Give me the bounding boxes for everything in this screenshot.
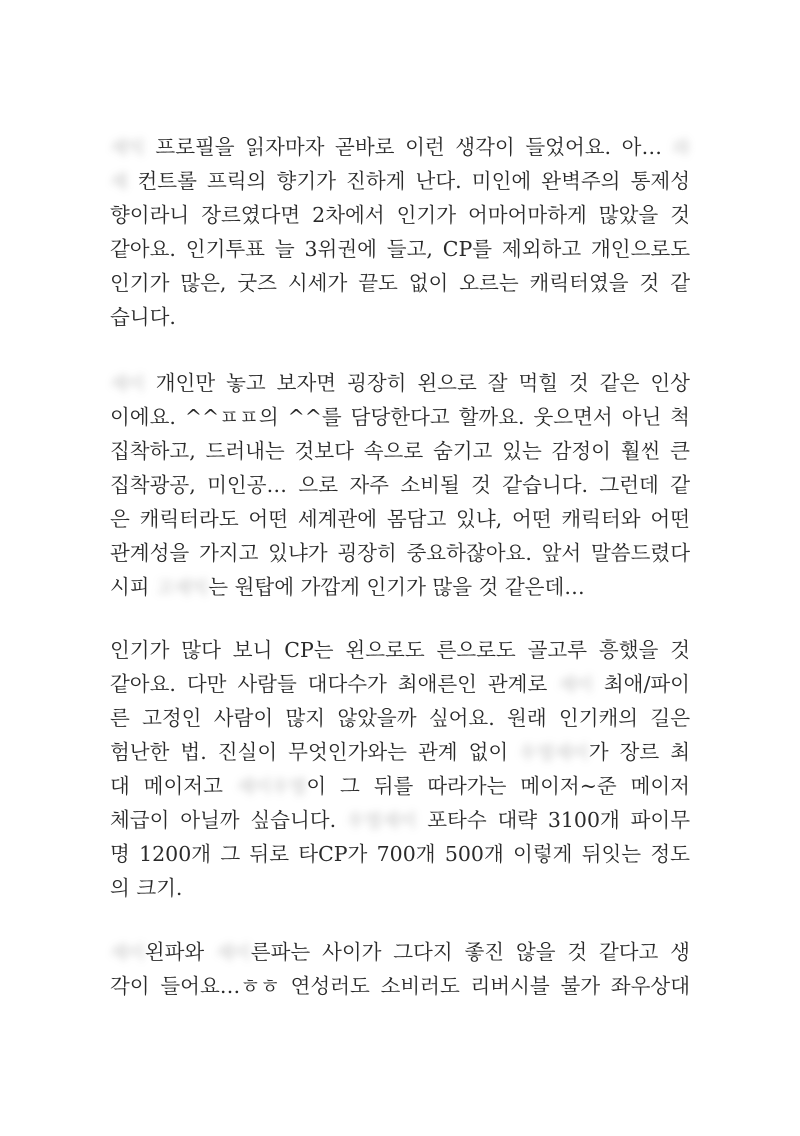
text-segment: 프로필을 읽자마자 곧바로 이런 생각이 들었어요. 아…	[144, 135, 673, 159]
text-segment: 체급이 아닐까 싶습니다.	[110, 808, 347, 832]
text-segment: 관계성을 가지고 있냐가 굉장히 중요하잖아요. 앞서 말씀드렸다	[110, 541, 690, 565]
text-segment: 험난한 법. 진실이 무엇인가와는 관계 없이	[110, 740, 520, 764]
redacted-name: 세	[110, 172, 128, 193]
text-segment: 시피	[110, 575, 157, 599]
text-line	[110, 769, 690, 803]
text-line	[110, 536, 690, 570]
text-segment: 집착하고, 드러내는 것보다 속으로 숨기고 있는 감정이 훨씬 큰	[110, 439, 690, 463]
text-segment: 컨트롤 프릭의 향기가 진하게 난다. 미인에 완벽주의 통제성	[127, 169, 690, 193]
text-segment: 은 캐릭터라도 어떤 세계관에 몸담고 있냐, 어떤 캐릭터와 어떤	[110, 507, 690, 531]
text-segment: 대 메이저고	[110, 774, 237, 798]
redacted-name: 세이	[110, 943, 145, 964]
redacted-name: 세이	[110, 374, 145, 395]
text-segment: 인기가 많다 보니 CP는 왼으로도 른으로도 골고루 흥했을 것	[110, 638, 690, 662]
text-segment: 는 원탑에 가깝게 인기가 많을 것 같은데…	[208, 575, 585, 599]
text-line	[110, 366, 690, 400]
redacted-name: 세익	[110, 138, 145, 159]
redacted-name: 라	[672, 138, 690, 159]
text-segment: 최애/파이	[592, 672, 690, 696]
text-line	[110, 837, 690, 871]
text-segment: 각이 들어요…ㅎㅎ 연성러도 소비러도 리버시블 불가 좌우상대	[110, 974, 690, 998]
text-line	[110, 735, 690, 769]
text-line	[110, 570, 690, 604]
text-line	[110, 300, 690, 334]
text-segment: 가 장르 최	[588, 740, 691, 764]
text-line	[110, 935, 690, 969]
text-segment: 른 고정인 사람이 많지 않았을까 싶어요. 원래 인기캐의 길은	[110, 706, 690, 730]
text-line	[110, 969, 690, 1003]
text-segment: 포타수 대략 3100개 파이무	[416, 808, 690, 832]
text-segment: 인기가 많은, 굿즈 시세가 끝도 없이 오르는 캐릭터였을 것 같	[110, 271, 690, 295]
text-segment: 의 크기.	[110, 876, 183, 900]
text-line	[110, 198, 690, 232]
text-line	[110, 266, 690, 300]
text-line	[110, 701, 690, 735]
text-segment: 같아요. 다만 사람들 대다수가 최애른인 관계로	[110, 672, 559, 696]
text-segment: 왼파와	[144, 940, 217, 964]
redacted-name: 우영세이	[519, 743, 589, 764]
text-segment: 명 1200개 그 뒤로 타CP가 700개 500개 이렇게 뒤잇는 정도	[110, 842, 690, 866]
text-line	[110, 871, 690, 905]
text-segment: 이 그 뒤를 따라가는 메이저~준 메이저	[306, 774, 690, 798]
redacted-name: 세이우영	[236, 777, 307, 798]
text-line	[110, 400, 690, 434]
text-line	[110, 502, 690, 536]
text-line	[110, 164, 690, 198]
text-line	[110, 633, 690, 667]
text-segment: 습니다.	[110, 305, 176, 329]
text-segment: 이에요. ^^ㅍㅍ의 ^^를 담당한다고 할까요. 웃으면서 아닌 척	[110, 405, 690, 429]
text-segment: 른파는 사이가 그다지 좋진 않을 것 같다고 생	[250, 940, 690, 964]
text-line	[110, 130, 690, 164]
redacted-name: 우영세이	[346, 811, 417, 832]
text-segment: 같아요. 인기투표 늘 3위권에 들고, CP를 제외하고 개인으로도	[110, 237, 690, 261]
text-segment: 집착광공, 미인공… 으로 자주 소비될 것 같습니다. 그런데 같	[110, 473, 690, 497]
text-line	[110, 434, 690, 468]
text-line	[110, 232, 690, 266]
redacted-name: 세이	[216, 943, 251, 964]
text-segment: 향이라니 장르였다면 2차에서 인기가 어마어마하게 많았을 것	[110, 203, 690, 227]
redacted-name: 세이	[558, 675, 593, 696]
redacted-name: 고세익	[156, 578, 209, 599]
text-line	[110, 667, 690, 701]
text-segment: 개인만 놓고 보자면 굉장히 왼으로 잘 먹힐 것 같은 인상	[144, 371, 690, 395]
text-line	[110, 468, 690, 502]
text-line	[110, 803, 690, 837]
